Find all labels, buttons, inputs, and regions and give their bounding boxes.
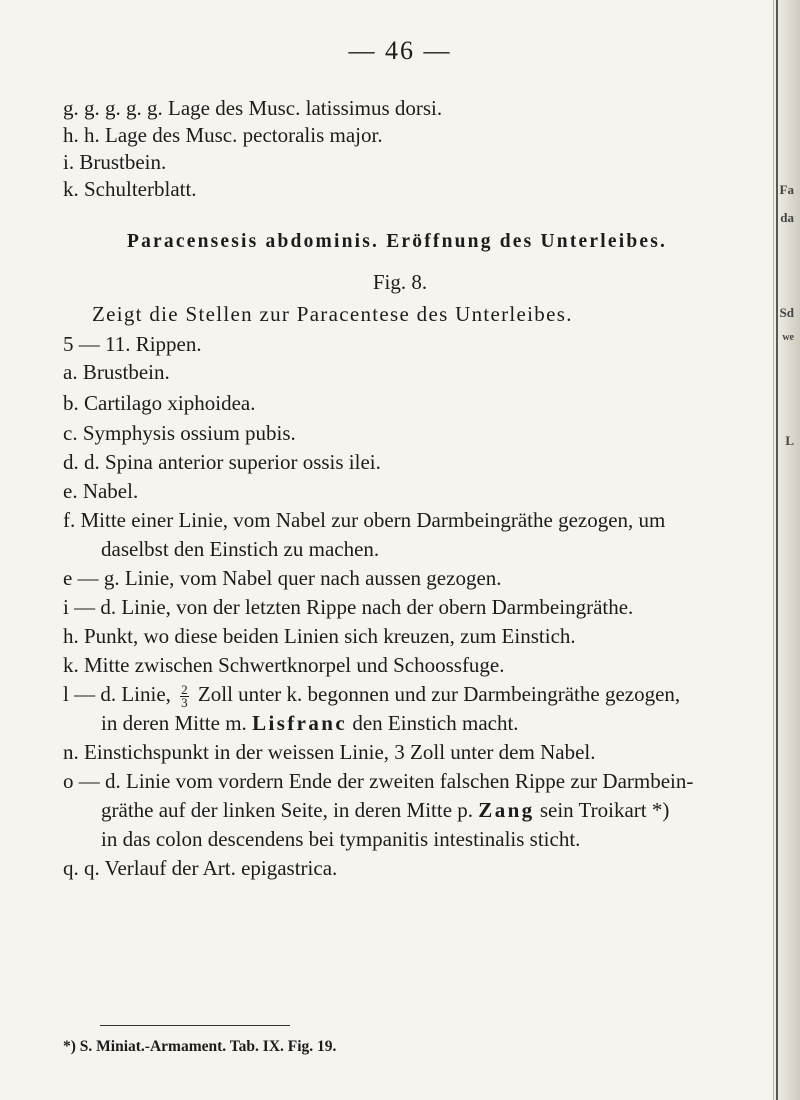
fraction-denominator: 3 <box>181 694 188 710</box>
legend-line-ribs: 5 — 11. Rippen. <box>63 332 202 356</box>
facing-page-edge <box>773 0 800 1100</box>
margin-fragment-1: Fa <box>779 182 794 197</box>
legend-line-e-g: e — g. Linie, vom Nabel quer nach aussen gezogen. <box>63 566 502 590</box>
legend-line-k2: k. Mitte zwischen Schwertknorpel und Schoossfuge. <box>63 653 505 677</box>
legend-line-a: a. Brustbein. <box>63 360 170 384</box>
legend-line-n: n. Einstichspunkt in der weissen Linie, 3 Zoll unter dem Nabel. <box>63 740 596 764</box>
margin-fragment-5: L <box>785 433 794 448</box>
gutter-line <box>776 0 778 1100</box>
legend-line-q: q. q. Verlauf der Art. epigastrica. <box>63 856 338 880</box>
margin-fragment-4: we <box>782 332 794 343</box>
lisfranc-post: den Einstich macht. <box>352 711 519 735</box>
page-number: — 46 — <box>348 36 452 65</box>
legend-line-h2: h. Punkt, wo diese beiden Linien sich kreuzen, zum Einstich. <box>63 624 576 648</box>
legend-line-l-d-cont <box>101 709 800 737</box>
zang-pre: gräthe auf der linken Seite, in deren Mitte p. <box>101 798 474 822</box>
legend-line-o-d-cont2: in das colon descendens bei tympanitis intestinalis sticht. <box>101 827 581 851</box>
lisfranc-name: Lisfranc <box>252 711 348 735</box>
legend-line-i-d: i — d. Linie, von der letzten Rippe nach der obern Darmbeingräthe. <box>63 595 634 619</box>
lisfranc-pre: in deren Mitte m. <box>101 711 247 735</box>
zang-post: sein Troikart *) <box>539 798 670 822</box>
legend-line-f-cont: daselbst den Einstich zu machen. <box>101 537 380 561</box>
legend-line-l-d-end: Zoll unter k. begonnen und zur Darmbeingräthe gezogen, <box>197 682 681 706</box>
figure-caption: Zeigt die Stellen zur Paracentese des Unterleibes. <box>92 302 573 326</box>
legend-line-f: f. Mitte einer Linie, vom Nabel zur obern Darmbeingräthe gezogen, um <box>63 508 666 532</box>
footnote-rule <box>100 1025 290 1026</box>
legend-line-g: g. g. g. g. g. Lage des Musc. latissimus dorsi. <box>63 96 443 120</box>
section-title: Paracensesis abdominis. Eröffnung des Unterleibes. <box>127 231 668 252</box>
figure-label: Fig. 8. <box>372 270 428 294</box>
legend-line-o-d-cont <box>101 796 800 824</box>
fraction-numerator: 2 <box>181 681 188 697</box>
legend-line-d: d. d. Spina anterior superior ossis ilei. <box>63 450 381 474</box>
margin-fragment-2: da <box>780 210 794 225</box>
zang-name: Zang <box>478 798 535 822</box>
legend-line-l-d <box>63 680 775 709</box>
legend-line-l-d-start: l — d. Linie, <box>63 682 171 706</box>
legend-line-c: c. Symphysis ossium pubis. <box>63 421 296 445</box>
legend-line-k: k. Schulterblatt. <box>63 177 197 201</box>
legend-line-e: e. Nabel. <box>63 479 139 503</box>
legend-line-i: i. Brustbein. <box>63 150 167 174</box>
footnote: *) S. Miniat.-Armament. Tab. IX. Fig. 19. <box>63 1038 337 1055</box>
legend-line-b: b. Cartilago xiphoidea. <box>63 391 256 415</box>
legend-line-h: h. h. Lage des Musc. pectoralis major. <box>63 123 383 147</box>
margin-fragment-3: Sd <box>779 305 794 320</box>
fraction <box>180 681 189 710</box>
legend-line-o-d: o — d. Linie vom vordern Ende der zweiten falschen Rippe zur Darmbein- <box>63 769 694 793</box>
